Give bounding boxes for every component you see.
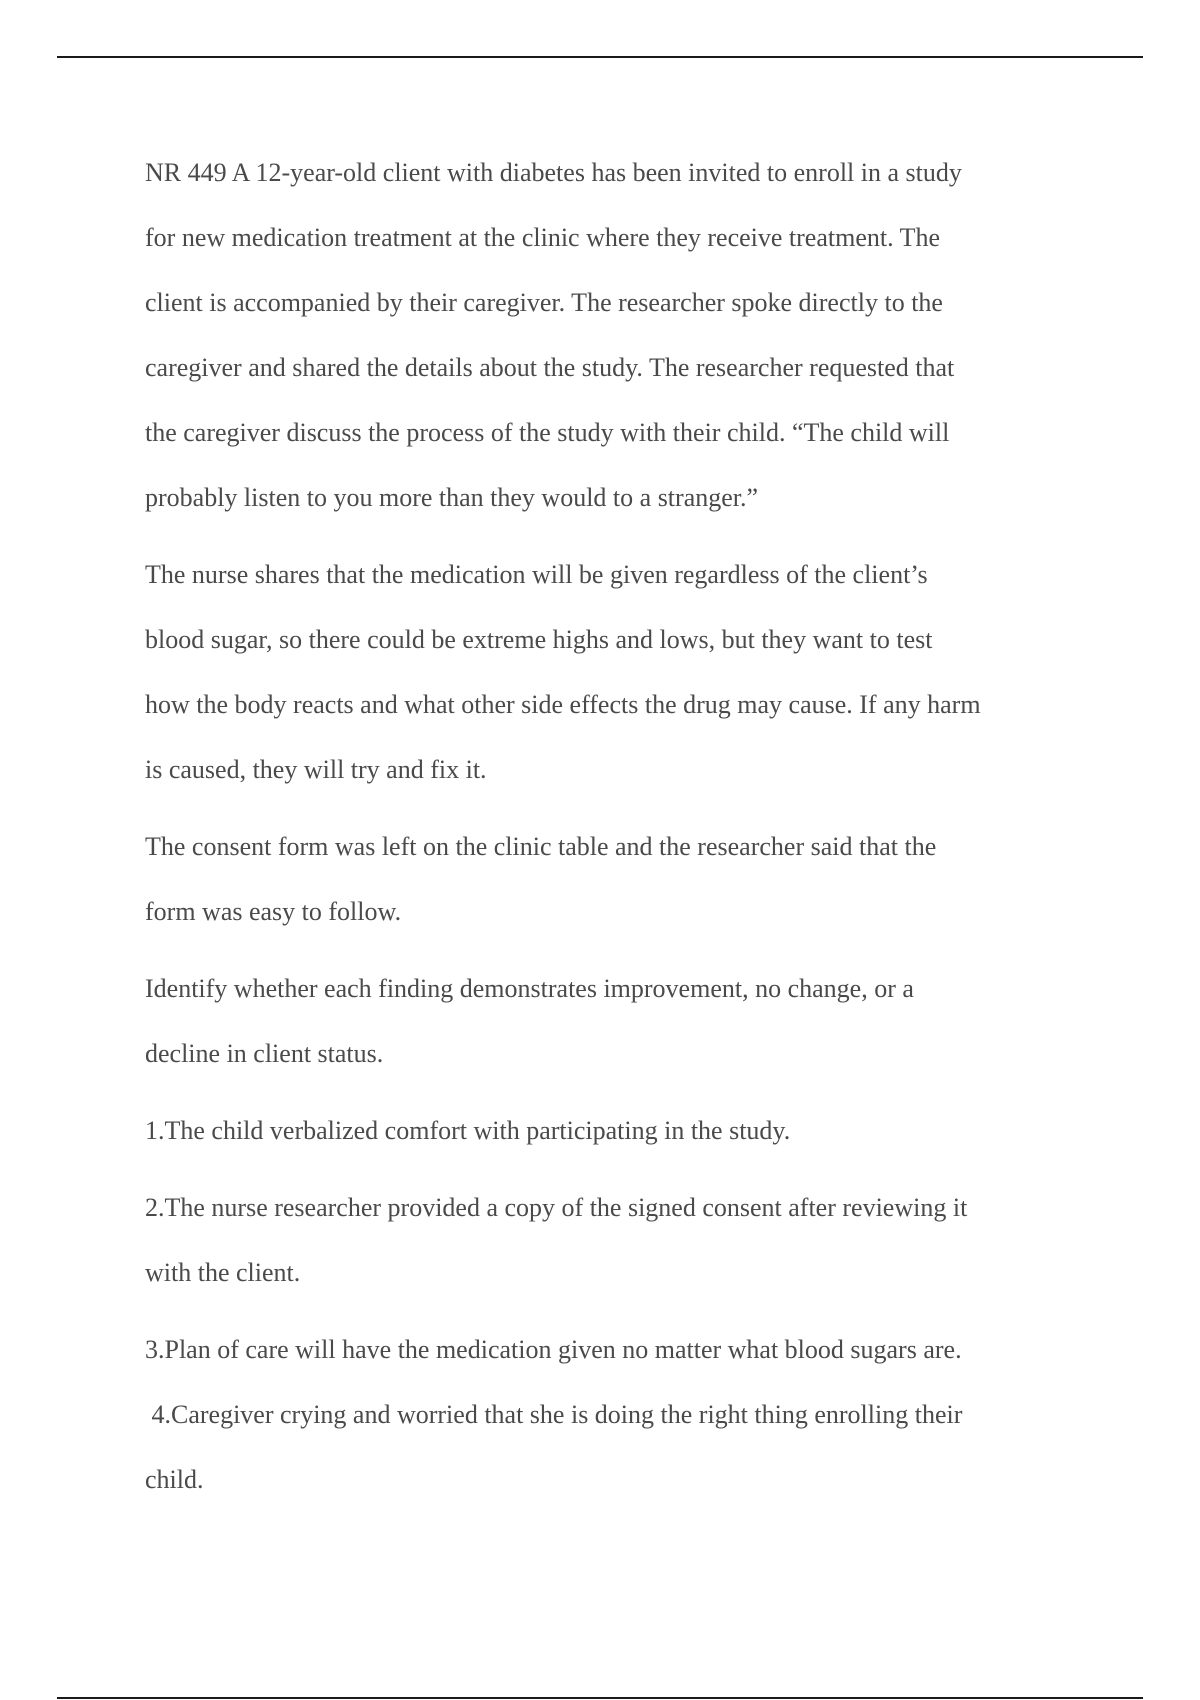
text-line: client is accompanied by their caregiver. The researcher spoke directly to the (145, 288, 943, 317)
text-line: The consent form was left on the clinic table and the researcher said that the (145, 832, 937, 861)
finding-item-1 (145, 1098, 1075, 1163)
text-line: probably listen to you more than they would to a stranger.” (145, 483, 759, 512)
text-line: for new medication treatment at the clinic where they receive treatment. The (145, 223, 941, 252)
top-rule (57, 56, 1143, 58)
finding-item-2 (145, 1175, 1075, 1305)
paragraph-medication (145, 542, 1075, 802)
text-line: 1.The child verbalized comfort with participating in the study. (145, 1116, 791, 1145)
text-line: the caregiver discuss the process of the study with their child. “The child will (145, 418, 950, 447)
text-line: 3.Plan of care will have the medication given no matter what blood sugars are. (145, 1335, 962, 1364)
text-line: child. (145, 1465, 204, 1494)
text-line: is caused, they will try and fix it. (145, 755, 487, 784)
finding-item-3-4 (145, 1317, 1075, 1512)
text-line: NR 449 A 12-year-old client with diabetes has been invited to enroll in a study (145, 158, 962, 187)
text-line: how the body reacts and what other side effects the drug may cause. If any harm (145, 690, 981, 719)
text-line: form was easy to follow. (145, 897, 402, 926)
text-line: 4.Caregiver crying and worried that she is doing the right thing enrolling their (145, 1400, 963, 1429)
bottom-rule (57, 1697, 1143, 1699)
text-line: with the client. (145, 1258, 301, 1287)
paragraph-scenario (145, 140, 1075, 530)
paragraph-question (145, 956, 1075, 1086)
paragraph-consent-form (145, 814, 1075, 944)
text-line: blood sugar, so there could be extreme highs and lows, but they want to test (145, 625, 933, 654)
text-line: The nurse shares that the medication will be given regardless of the client’s (145, 560, 928, 589)
text-line: 2.The nurse researcher provided a copy of the signed consent after reviewing it (145, 1193, 968, 1222)
text-line: Identify whether each finding demonstrates improvement, no change, or a (145, 974, 914, 1003)
text-line: caregiver and shared the details about the study. The researcher requested that (145, 353, 955, 382)
text-line: decline in client status. (145, 1039, 384, 1068)
document-body (145, 140, 1075, 1512)
